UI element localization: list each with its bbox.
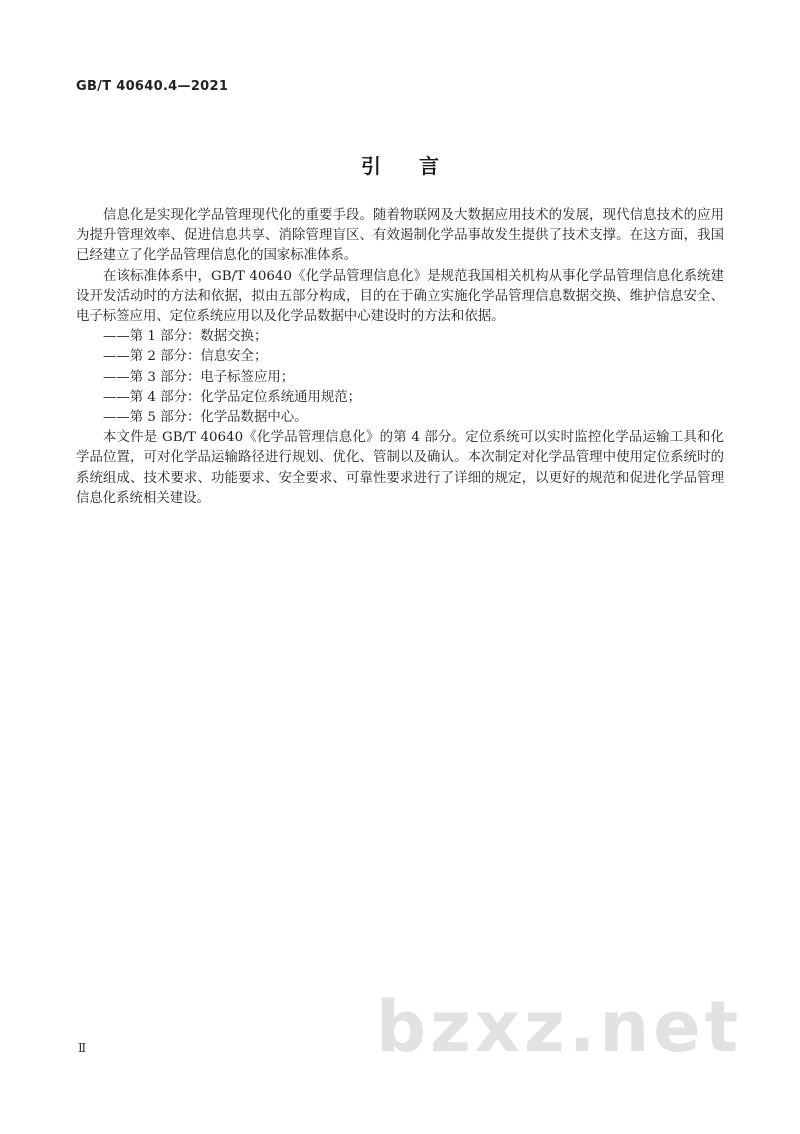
paragraph-intro: 信息化是实现化学品管理现代化的重要手段。随着物联网及大数据应用技术的发展，现代信息技术的应用为提升管理效率、促进信息共享、消除管理盲区、有效遏制化学品事故发生提供了技术支撑。在这方面，我国已经建立了化学品管理信息化的国家标准体系。	[76, 208, 724, 264]
watermark: bzxz.net	[376, 986, 743, 1068]
paragraph-standard-system: 在该标准体系中，GB/T 40640《化学品管理信息化》是规范我国相关机构从事化学品管理信息化系统建设开发活动时的方法和依据，拟由五部分构成，目的在于确立实施化学品管理信息数据交换、维护信息安全、电子标签应用、定位系统应用以及化学品数据中心建设时的方法和依据。	[76, 268, 724, 325]
document-number: GB/T 40640.4—2021	[76, 79, 229, 94]
list-item-part-3: ——第 3 部分：电子标签应用；	[103, 369, 295, 385]
section-title: 引言	[361, 154, 477, 178]
page-number: Ⅱ	[78, 1041, 87, 1055]
paragraph-closing: 本文件是 GB/T 40640《化学品管理信息化》的第 4 部分。定位系统可以实时监控化学品运输工具和化学品位置，可对化学品运输路径进行规划、优化、管制以及确认。本次制定对化学品管理中使用定位系统时的系统组成、技术要求、功能要求、安全要求、可靠性要求进行了详细的规定，以更好的规范和促进化学品管理信息化系统相关建设。	[76, 430, 724, 506]
list-item-part-2: ——第 2 部分：信息安全；	[103, 349, 268, 365]
body-text	[76, 206, 724, 509]
list-item-part-4: ——第 4 部分：化学品定位系统通用规范；	[103, 389, 362, 405]
list-item-part-5: ——第 5 部分：化学品数据中心。	[103, 410, 308, 426]
list-item-part-1: ——第 1 部分：数据交换；	[103, 329, 268, 345]
